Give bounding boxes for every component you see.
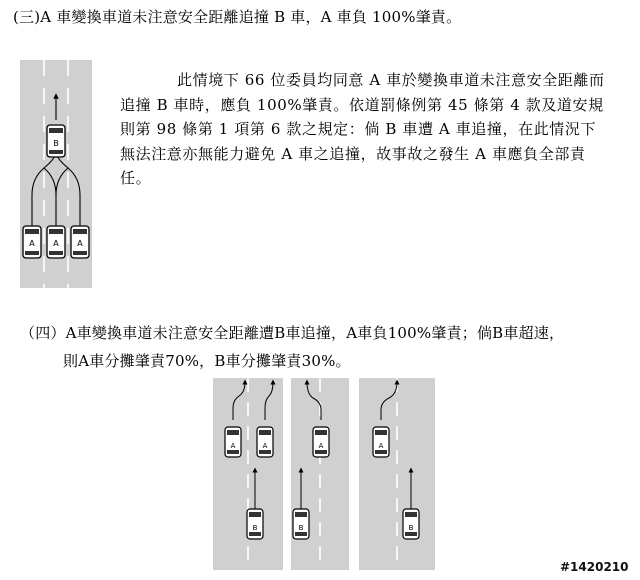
car-b-label: B [53,139,59,148]
car-a-label: A [318,442,324,450]
car-b-label: B [298,524,304,532]
car-a-label: A [53,239,59,248]
car-b [47,125,65,157]
scenario-panel-1 [213,378,283,570]
section-3-paragraph [120,68,606,191]
section-4-diagram [213,378,435,570]
scenario-panel-2 [291,378,349,570]
section-3-heading: (三)A 車變換車道未注意安全距離追撞 B 車，A 車負 100%肇責。 [13,8,462,26]
car-b-label: B [252,524,258,532]
car-a-left [23,226,41,258]
car-a-right [71,226,89,258]
car-a-label: A [378,442,384,450]
section-3-paragraph-text: 此情境下 66 位委員均同意 A 車於變換車道未注意安全距離而追撞 B 車時，應負 100%肇責。依道罰條例第 45 條第 4 款及道安規則第 98 條第 1 項第 6 款之規定：倘 B 車遭 A 車追撞，在此情況下無法注意亦無能力避免 A 車之追撞，故事故之發生 A 車應負全部責任。 [120,71,605,187]
car-a-label: A [29,239,35,248]
car-a-label: A [230,442,236,450]
section-3-diagram [20,60,92,288]
car-a-middle [47,226,65,258]
car-a-label: A [262,442,268,450]
section-4-heading-line-2: 則A車分攤肇責70%，B車分攤肇責30%。 [63,352,351,370]
car-b-label: B [408,524,414,532]
scenario-panel-3 [359,378,435,570]
section-4-heading-line-1: （四）A車變換車道未注意安全距離遭B車追撞，A車負100%肇責；倘B車超速， [20,324,565,342]
car-a-label: A [77,239,83,248]
watermark-id: #1420210 [560,560,629,574]
